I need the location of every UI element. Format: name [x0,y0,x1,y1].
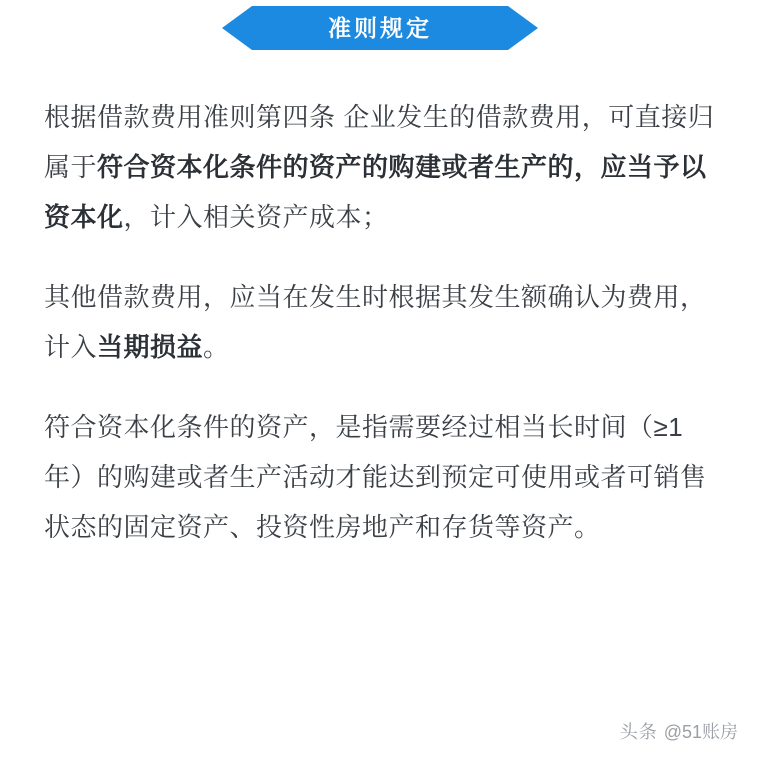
watermark [620,718,738,744]
banner-left-arrow [222,6,252,50]
paragraph-1-run-2: ，计入相关资产成本； [123,202,389,232]
banner-right-arrow [508,6,538,50]
paragraph-2-run-0: 其他借款费用，应当在发生时根据其发生额确认为费用，计入 [44,282,707,362]
paragraph-3 [44,402,720,552]
banner-title: 准则规定 [328,15,432,41]
paragraph-1-run-0: 根据借款费用准则第四条 企业发生的借款费用，可直接归属于 [44,102,715,182]
paragraph-3-run-0: 符合资本化条件的资产，是指需要经过相当长时间（≥1年）的购建或者生产活动才能达到预定可使用或者可销售状态的固定资产、投资性房地产和存货等资产。 [44,412,707,542]
paragraph-1 [44,92,720,242]
header-banner [0,0,760,62]
paragraph-2-run-2: 。 [203,332,230,362]
toutiao-logo-icon: 头条 [619,722,658,742]
document-body [44,92,720,552]
banner-body [252,6,508,50]
watermark-handle: @51账房 [663,722,738,742]
paragraph-2-run-1: 当期损益 [97,332,204,362]
paragraph-1-run-1: 符合资本化条件的资产的购建或者生产的，应当予以资本化 [44,152,707,232]
paragraph-2 [44,272,720,372]
